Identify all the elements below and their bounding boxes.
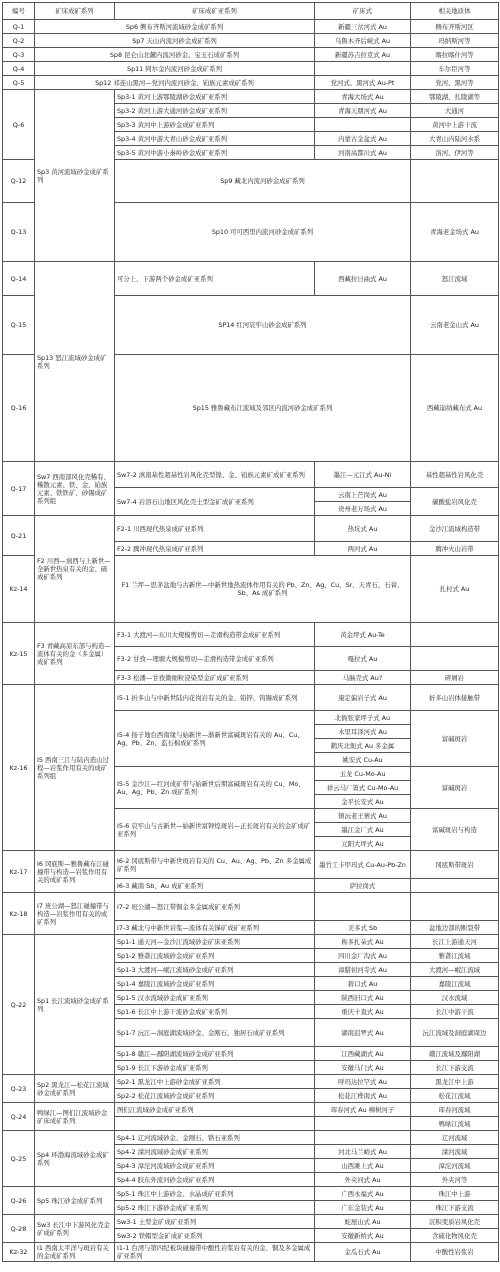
cell-geologic-body: 车尔臣河等 [411,62,499,76]
header-geologic-body: 相关地质体 [411,3,499,20]
cell-deposit-type: 青海天朋河式 Au [315,104,411,118]
cell-subseries: Sp3-3 黄河中上游砂金成矿亚系列 [115,118,315,132]
header-id: 编号 [3,3,35,20]
cell-deposit-type: 金平长安式 Au [315,795,411,809]
cell-series: 鸭绿江—图们江流域砂金矿床成矿系列 [35,1103,115,1131]
header-deposit-type: 矿床式 [315,3,411,20]
cell-deposit-type: 热坑式 Au [315,516,411,542]
cell-id: Q-6 [3,90,35,160]
cell-subseries: I5-5 金沙江—红河成矿带与始新世后期富碱斑岩有关的 Cu、Mo、Au、Ag、Pb、Zn 成矿系列 [115,767,315,809]
cell-series: Sp2 黑龙江—松花江流域砂金成矿系列 [35,1075,115,1103]
cell-subseries: Sp3-1 黄河上游鄂陵湖砂金成矿亚系列 [115,90,315,104]
cell-geologic-body: 玛纳斯河等 [411,34,499,48]
cell-geologic-body: 珠江下游支流 [411,1201,499,1215]
cell-series-merged: Sp10 可可西里内流河砂金成矿系列 [115,203,411,262]
cell-geologic-body: 大通河 [411,104,499,118]
cell-id: Q-26 [3,1187,35,1215]
cell-deposit-type: 陕西旧口式 Au [315,991,411,1005]
table-row [3,76,499,90]
cell-deposit-type: 姚安式 Cu-Au [315,753,411,767]
cell-geologic-body: 珠江中上游 [411,1187,499,1201]
cell-series-merged: Sp11 阿尔金内流河砂金成矿系列 [35,62,315,76]
cell-geologic-body [411,623,499,647]
cell-deposit-type: 重庆十直式 Au [315,1005,411,1019]
cell-deposit-type: 内蒙古金盆式 Au [315,132,411,146]
cell-deposit-type: 安徽新桥式 Au [315,1229,411,1243]
cell-geologic-body: 党河、黑河等 [411,76,499,90]
cell-deposit-type: 黄金坪式 Au-Te [315,623,411,647]
cell-geologic-body: 沅江流域及洞庭湖周边 [411,1019,499,1047]
cell-geologic-body: 雅砻江流域 [411,949,499,963]
cell-deposit-type: 云南老金山式 Au [411,296,499,355]
cell-deposit-type: 扎村式 Au [411,556,499,623]
cell-subseries [115,1117,315,1131]
cell-deposit-type: 墨竹工卡甲玛式 Cu-Au-Pb-Zn [315,851,411,879]
table-row [3,1075,499,1089]
cell-deposit-type: 党河式、黑河式 Au-Pt [315,76,411,90]
cell-subseries: F3-3 松潘—甘孜微细粒浸染型金矿成矿亚系列 [115,671,315,685]
table-row [3,1103,499,1117]
cell-subseries: Sp1-8 赣江—鄱阳湖流域砂金成矿亚系列 [115,1047,315,1061]
cell-series: Sp13 怒江流域砂金成矿系列 [35,262,115,462]
cell-deposit-type: 漳腊初河寺式 Au [315,963,411,977]
cell-deposit-type: 玉龙 Cu-Mo-Au [315,767,411,781]
cell-subseries: Sw7-4 岩溶石山地区风化壳土型金矿成矿亚系列 [115,488,315,516]
cell-deposit-type: 呼玛达拉罕式 Au [315,1075,411,1089]
cell-geologic-body: 大青山内陆河水系 [411,132,499,146]
cell-series: F3 青藏高原东部与构造—流体有关的金（多金属）成矿系列 [35,623,115,685]
cell-deposit-type: 称多扎朵式 Au [315,935,411,949]
cell-id: Q-28 [3,1215,35,1243]
table-row [3,851,499,879]
table-header-row [3,3,499,20]
cell-subseries: F2-2 腾冲现代热泉成矿亚系列 [115,542,315,556]
cell-id: Q-3 [3,48,35,62]
cell-geologic-body: 富碱斑岩 [411,767,499,809]
cell-geologic-body: 基性超基性岩风化壳 [411,462,499,488]
cell-subseries: I7-3 藏北与中新世岩浆—流体有关锑矿成矿亚系列 [115,921,315,935]
table-row [3,1131,499,1145]
cell-series: I6 冈底斯—雅鲁藏布江碰撞带与构造—岩浆作用有关的成矿系列 [35,851,115,893]
cell-deposit-type: 松花江桦南式 Au [315,1089,411,1103]
header-subseries: 矿床成矿亚系列 [115,3,315,20]
cell-subseries: I7-2 班公湖—怒江带铜金多金属成矿亚系列 [115,893,315,921]
cell-deposit-type: 青海老金场式 Au [411,203,499,262]
cell-subseries: Sw3-2 铁帽型金矿成矿亚系列 [115,1229,315,1243]
cell-deposit-type: 青海大场式 Au [315,90,411,104]
cell-id: Q-4 [3,62,35,76]
cell-subseries: Sp2-2 松花江流域砂金成矿亚系列 [115,1089,315,1103]
cell-subseries: 可分上、下游两个砂金成矿亚系列 [115,262,315,296]
cell-geologic-body: 长江上游通天河 [411,935,499,949]
cell-subseries: Sw3-1 土型金矿成矿亚系列 [115,1215,315,1229]
cell-deposit-type [315,893,411,921]
cell-deposit-type: 墨江金厂式 Au [315,823,411,837]
cell-id: Q-13 [3,203,35,262]
cell-deposit-type: 河南高都川式 Au [315,146,411,160]
table-row [3,34,499,48]
cell-id: Q-5 [3,76,35,90]
cell-deposit-type: 广东金装式 Au [315,1201,411,1215]
cell-deposit-type: 新疆三岔河式 Au [315,20,411,34]
cell-deposit-type [315,1131,411,1145]
cell-deposit-type: 安徽马门式 Au [315,1061,411,1075]
cell-geologic-body: 滦河流域 [411,1145,499,1159]
cell-deposit-type [315,62,411,76]
cell-geologic-body: 嘉陵江流域 [411,977,499,991]
cell-geologic-body: 鸭绿江流域 [411,1117,499,1131]
cell-series: I1 西南太平洋与斑岩有关的金成矿系列 [35,1243,115,1262]
cell-deposit-type: 两河式 Au [315,542,411,556]
cell-deposit-type: 马脑壳式 Au? [315,671,411,685]
cell-id: Kz-16 [3,685,35,851]
cell-series-merged: Sp15 雅鲁藏布江流域及邻区内流河砂金成矿系列 [115,355,411,462]
cell-deposit-type: 萨拉岗式 [315,879,411,893]
cell-subseries: I1-1 台湾与第四纪板块碰撞带中酸性岩浆岩有关的金、铜及多金属成矿亚系列 [115,1243,315,1262]
cell-id: Kz-32 [3,1243,35,1262]
cell-deposit-type: 北衙张家坪子式 Au [315,711,411,725]
cell-geologic-body: 金沙江流域构造带 [411,516,499,542]
table-row [3,516,499,542]
cell-series: Sw7 西南部风化壳稀有、稀散元素、铁、金、铂族元素、铁铁矿、砂锡成矿系列组 [35,462,115,516]
cell-subseries: Sp5-1 珠江中上游砂金、水晶成矿亚系列 [115,1187,315,1201]
cell-id: Q-14 [3,262,35,296]
cell-geologic-body: 长江中游干流 [411,1005,499,1019]
cell-series: Sw3 长江中下游风化壳金矿成矿系列 [35,1215,115,1243]
cell-geologic-body [411,647,499,671]
cell-id: Q-2 [3,34,35,48]
table-row [3,935,499,949]
cell-subseries: Sp1-2 雅砻江流域砂金成矿亚系列 [115,949,315,963]
cell-id: Q-25 [3,1131,35,1187]
cell-subseries: 图们江流域砂金成矿亚系列 [115,1103,315,1117]
cell-subseries: Sw7-2 滇南基性超基性岩风化壳型镍、金、铂族元素矿成矿亚系列 [115,462,315,488]
table-row [3,462,499,488]
cell-geologic-body: 折多山岩体接触带 [411,685,499,711]
cell-series: Sp1 长江流域砂金成矿系列 [35,935,115,1075]
cell-series-merged: F1 兰坪—思茅盆地与古新世—中新世地热流体作用有关的 Pb、Zn、Ag、Cu、Sr、天青石、石膏、Sb、As 成矿系列 [115,556,411,623]
cell-series-merged: Sp6 侧布齐斯河流域砂金成矿系列 [35,20,315,34]
cell-subseries: Sp1-6 长江中上游干流砂金成矿亚系列 [115,1005,315,1019]
cell-subseries: I5-1 折多山与中新世陆内花岗岩有关的金、铅锌、钨锡成矿系列 [115,685,315,711]
cell-series: I5 西南三江与陆内造山过程—岩浆作用有关的成矿系列组 [35,685,115,851]
cell-geologic-body: 盆地边部的断裂带 [411,921,499,935]
cell-deposit-type: 乌鲁木齐后峡式 Au [315,34,411,48]
cell-geologic-body: 碳酸盐岩风化壳 [411,488,499,516]
table-row [3,1187,499,1201]
cell-subseries: F3-2 甘孜—理塘大规模剪切—走滑构造带金成矿亚系列 [115,647,315,671]
cell-series-merged: Sp12 祁连山黑河—党河内流河砂金、铂族元素成矿系列 [35,76,315,90]
cell-geologic-body: 大渡河—岷江流域 [411,963,499,977]
cell-subseries: Sp3-2 黄河上游大通河砂金成矿亚系列 [115,104,315,118]
cell-deposit-type: 金瓜石式 Au [315,1243,411,1262]
cell-deposit-type: 河北马兰峪式 Au [315,1145,411,1159]
cell-subseries: Sp1-7 沅江—洞庭湖流域砂金、金刚石、独居石成矿亚系列 [115,1019,315,1047]
cell-deposit-type: 珲春河式 Au 柳树河子 [315,1103,411,1117]
cell-deposit-type: 云南上芒岗式 Au [315,488,411,502]
cell-deposit-type: 山西滩上式 Au [315,1159,411,1173]
cell-geologic-body: 沉积变质岩风化壳 [411,1215,499,1229]
cell-deposit-type: 湖南沮罗式 Au [315,1019,411,1047]
cell-subseries: Sp4-4 胶东外流河砂金成矿亚系列 [115,1173,315,1187]
cell-deposit-type: 四川金厂沟式 Au [315,949,411,963]
cell-geologic-body: 黄河中上游干流 [411,118,499,132]
cell-series: I7 班公湖—怒江碰撞带与构造—岩浆作用有关的成矿系列 [35,893,115,935]
cell-deposit-type: 墨江—元江式 Au-Ni [315,462,411,488]
cell-subseries: F2-1 川西现代热泉成矿亚系列 [115,516,315,542]
cell-deposit-type: 西藏崩纳藏布式 Au [411,355,499,462]
cell-geologic-body: 侧布齐斯河区 [411,20,499,34]
cell-geologic-body: 洛河、伊河等 [411,146,499,160]
cell-deposit-type: 美多式 Sb [315,921,411,935]
cell-series: Sp5 珠江砂金成矿系列 [35,1187,115,1215]
cell-deposit-type [315,118,411,132]
cell-deposit-type: 嘎拉式 Au [315,647,411,671]
cell-id: Q-1 [3,20,35,34]
cell-geologic-body: 冈底斯带斑岩 [411,851,499,879]
cell-subseries: Sp1-1 通天河—金沙江流域砂金矿床亚系列 [115,935,315,949]
cell-deposit-type: 贵州老万场式 Au [315,502,411,516]
table-row [3,623,499,647]
cell-series-merged: SP14 红河哀牢山砂金成矿系列 [115,296,411,355]
cell-deposit-type: 碧口式 Au [315,977,411,991]
cell-geologic-body: 腾冲火山岩带 [411,542,499,556]
cell-subseries: Sp2-1 黑龙江中上游砂金成矿亚系列 [115,1075,315,1089]
cell-series: Sp4 环渤海流域砂金成矿系列 [35,1131,115,1187]
cell-id: Q-23 [3,1075,35,1103]
cell-subseries: Sp5-2 珠江下游砂金成矿亚系列 [115,1201,315,1215]
cell-subseries: I6-2 冈底斯带与中新世斑岩有关的 Cu、Au、Ag、Pb、Zn 多金属成矿系列 [115,851,315,879]
cell-id: Q-16 [3,355,35,462]
table-row [3,62,499,76]
cell-subseries: Sp3-5 黄河中游小秦岭砂金成矿亚系列 [115,146,315,160]
table-row [3,48,499,62]
cell-geologic-body: 松花江流域 [411,1089,499,1103]
cell-geologic-body: 汉水流域 [411,991,499,1005]
cell-series-merged: Sp9 藏北内流河砂金成矿系列 [115,160,411,203]
cell-subseries: I5-6 哀牢山与古新世—始新世富钾煌斑岩—正长斑岩有关的金矿成矿亚系列 [115,809,315,851]
cell-geologic-body: 珲春河流域 [411,1103,499,1117]
cell-subseries: Sp4-1 辽河流域砂金、金刚石、锆石亚系列 [115,1131,315,1145]
cell-geologic-body [411,893,499,921]
cell-geologic-body: 长江下游支流 [411,1061,499,1075]
table-row [3,20,499,34]
cell-subseries: Sp1-3 大渡河—岷江流域砂金成矿亚系列 [115,963,315,977]
cell-deposit-type [315,1117,411,1131]
cell-deposit-type: 江西藏湖式 Au [315,1047,411,1061]
cell-subseries: I6-3 藏南 Sb、Au 成矿亚系列 [115,879,315,893]
table-row [3,1215,499,1229]
cell-deposit-type: 蛇屋山式 Au [315,1215,411,1229]
cell-deposit-type [411,160,499,203]
cell-id: Q-22 [3,935,35,1075]
cell-deposit-type: 木里耳泽河式 Au [315,725,411,739]
cell-subseries: Sp1-4 嘉陵江流域砂金成矿亚系列 [115,977,315,991]
cell-deposit-type: 广西永福式 Au [315,1187,411,1201]
cell-id: Q-21 [3,516,35,556]
cell-deposit-type: 元阳大坪式 Au [315,837,411,851]
cell-subseries: Sp1-5 汉水流域砂金成矿亚系列 [115,991,315,1005]
cell-geologic-body: 富碱斑岩与构造 [411,809,499,851]
cell-geologic-body: 外夹河等 [411,1173,499,1187]
table-row [3,893,499,921]
cell-deposit-type: 鹤庆北衙式 Au 多金属 [315,739,411,753]
cell-subseries: Sp1-9 长江下游砂金成矿亚系列 [115,1061,315,1075]
ore-series-table [2,2,499,1262]
cell-geologic-body: 赣江流域及鄱阳湖 [411,1047,499,1061]
cell-id: Q-17 [3,462,35,516]
cell-subseries: Sp4-3 漳沱河流域砂金成矿亚系列 [115,1159,315,1173]
cell-id: Kz-17 [3,851,35,893]
cell-geologic-body: 中酸性岩浆岩 [411,1243,499,1262]
cell-subseries: I5-4 扬子地台西南缘与始新世—渐新世富碱斑岩有关的 Au、Cu、Ag、Pb、Zn、监石棉成矿系列 [115,711,315,767]
cell-id: Q-12 [3,160,35,203]
cell-subseries: Sp3-4 黄河中游大青山砂金成矿亚系列 [115,132,315,146]
cell-deposit-type: 外夹河式 Au [315,1173,411,1187]
cell-geologic-body: 含硫化物风化壳 [411,1229,499,1243]
cell-id: Kz-15 [3,623,35,685]
cell-series-merged: Sp8 昆仑山北麓内流河砂金、宝玉石成矿系列 [35,48,315,62]
cell-id: Kz-18 [3,893,35,935]
cell-deposit-type: 西藏拉日曲式 Au [315,262,411,296]
cell-geologic-body [411,879,499,893]
cell-id: Kz-14 [3,556,35,623]
cell-id: Q-15 [3,296,35,355]
cell-subseries: Sp4-2 滦河流域砂金成矿亚系列 [115,1145,315,1159]
table-body [3,20,499,1262]
cell-geologic-body: 漳沱河流域 [411,1159,499,1173]
cell-geologic-body: 喀拉喀什河等 [411,48,499,62]
cell-series: Sp3 黄河流域砂金成矿系列 [35,90,115,262]
cell-id: Q-24 [3,1103,35,1131]
cell-geologic-body: 怒江流域 [411,262,499,296]
cell-geologic-body: 富碱斑岩 [411,711,499,767]
header-series: 矿床成矿系列 [35,3,115,20]
cell-deposit-type: 新疆苏吉拉克式 Au [315,48,411,62]
table-row [3,90,499,104]
cell-deposit-type: 镇沅老王寨式 Au [315,809,411,823]
cell-series: F2 川西—滇西与上新世—全新世热泉有关的金、硫成矿系列 [35,516,115,623]
cell-deposit-type: 祥云马厂箐式 Cu-Mo-Au [315,781,411,795]
cell-deposit-type: 康定偏岩子式 Au [315,685,411,711]
table-row [3,1243,499,1262]
cell-geologic-body: 辽河流域 [411,1131,499,1145]
cell-series-merged: Sp7 天山内流河砂金成矿系列 [35,34,315,48]
cell-subseries: F3-1 大渡河—东川大规模剪切—走滑构造带金成矿亚系列 [115,623,315,647]
table-row [3,685,499,711]
table-row [3,262,499,296]
cell-geologic-body: 碎屑岩 [411,671,499,685]
cell-geologic-body: 黑龙江中上游 [411,1075,499,1089]
cell-geologic-body: 鄂陵湖、扎陵湖等 [411,90,499,104]
